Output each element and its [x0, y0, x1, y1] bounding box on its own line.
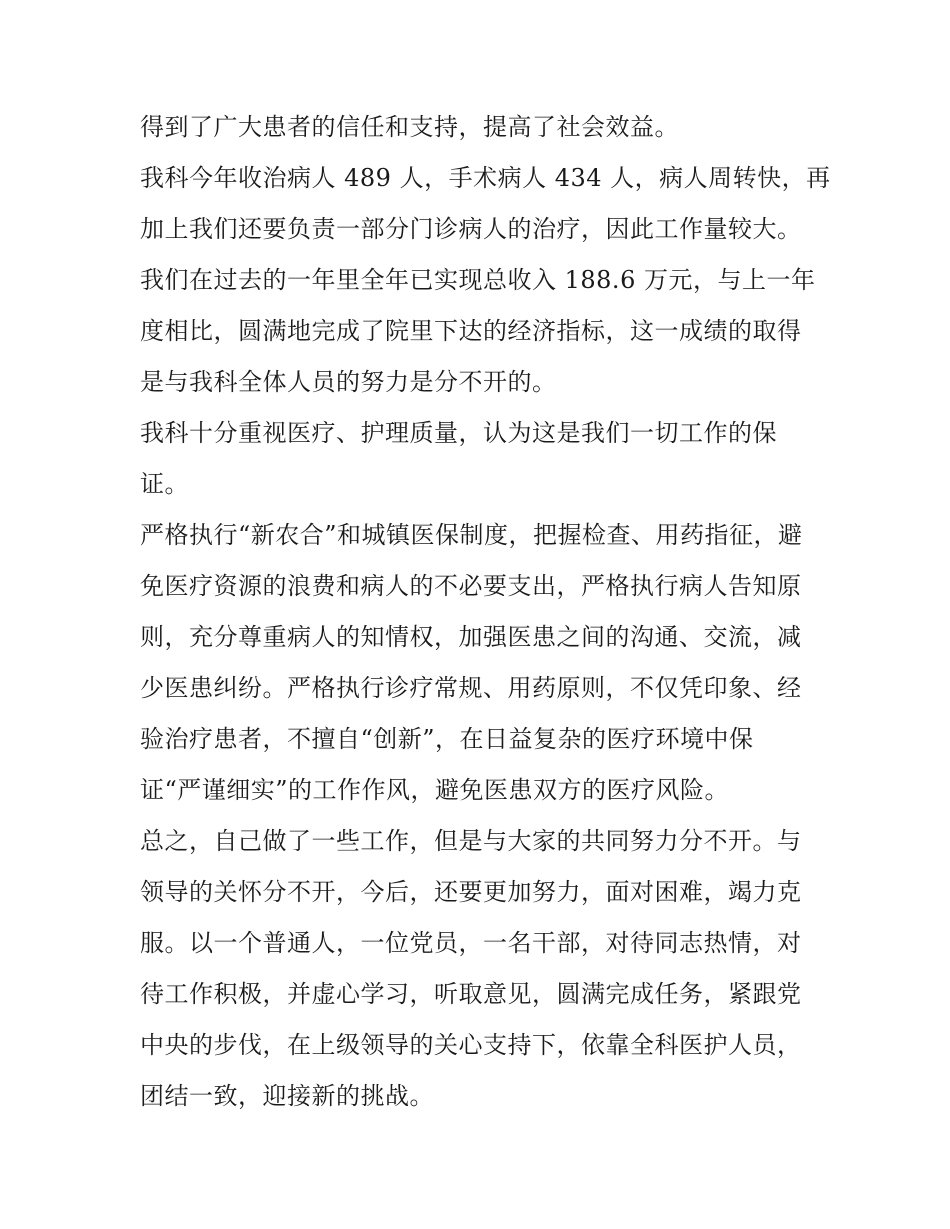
text-line: 度相比，圆满地完成了院里下达的经济指标，这一成绩的取得	[140, 317, 802, 345]
text-line: 免医疗资源的浪费和病人的不必要支出，严格执行病人告知原	[140, 572, 802, 600]
text-line: 加上我们还要负责一部分门诊病人的治疗，因此工作量较大。	[140, 215, 802, 243]
text-line: 证。	[140, 470, 189, 498]
text-line: 严格执行“新农合”和城镇医保制度，把握检查、用药指征，避	[140, 521, 803, 549]
text-line: 团结一致，迎接新的挑战。	[140, 1082, 434, 1110]
text-line: 少医患纠纷。严格执行诊疗常规、用药原则，不仅凭印象、经	[140, 674, 802, 702]
text-line: 中央的步伐，在上级领导的关心支持下，依靠全科医护人员，	[140, 1031, 802, 1059]
text-line: 验治疗患者，不擅自“创新”，在日益复杂的医疗环境中保	[140, 725, 754, 753]
text-line: 总之，自己做了一些工作，但是与大家的共同努力分不开。与	[140, 827, 802, 855]
text-line: 领导的关怀分不开，今后，还要更加努力，面对困难，竭力克	[140, 878, 802, 906]
text-line: 待工作积极，并虚心学习，听取意见，圆满完成任务，紧跟党	[140, 980, 802, 1008]
text-line: 服。以一个普通人，一位党员，一名干部，对待同志热情，对	[140, 929, 802, 957]
text-line: 我科今年收治病人 489 人，手术病人 434 人，病人周转快，再	[140, 164, 831, 192]
text-line: 是与我科全体人员的努力是分不开的。	[140, 368, 557, 396]
text-line: 则，充分尊重病人的知情权，加强医患之间的沟通、交流，减	[140, 623, 802, 651]
text-line: 我科十分重视医疗、护理质量，认为这是我们一切工作的保	[140, 419, 777, 447]
text-line: 证“严谨细实”的工作作风，避免医患双方的医疗风险。	[140, 776, 730, 804]
text-line: 我们在过去的一年里全年已实现总收入 188.6 万元，与上一年	[140, 266, 816, 294]
text-line: 得到了广大患者的信任和支持，提高了社会效益。	[140, 113, 679, 141]
